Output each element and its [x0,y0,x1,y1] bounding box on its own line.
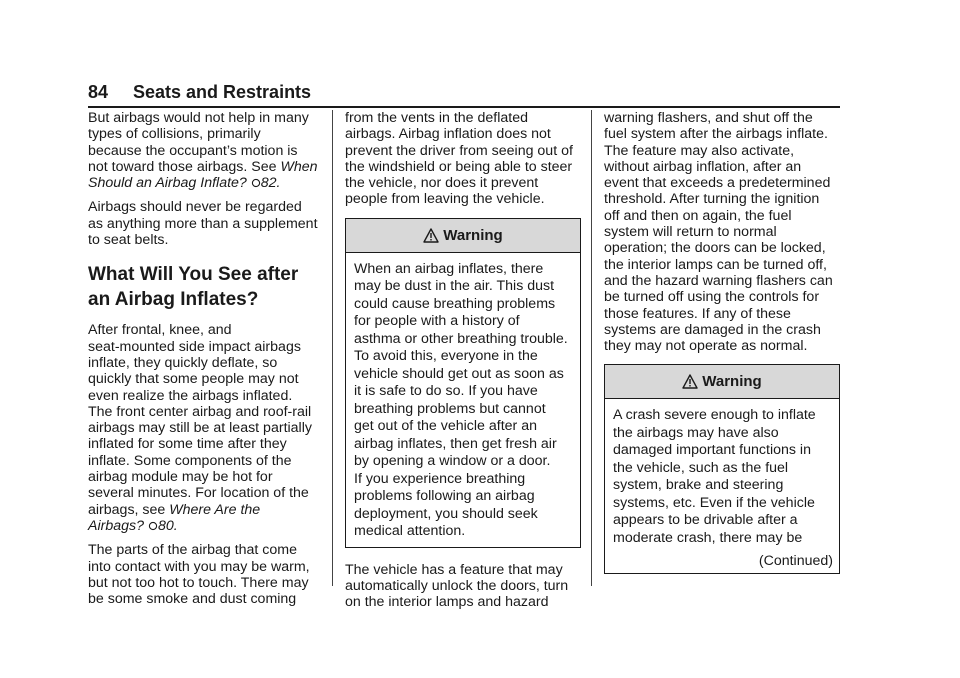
text-line: seat-mounted side impact airbags [88,338,301,355]
text-line: The front center airbag and roof-rail [88,403,312,420]
warning-box [604,364,840,574]
text-line: automatically unlock the doors, turn [345,578,569,595]
text-line: systems are damaged in the crash [604,321,821,338]
column-2 [345,110,581,619]
text-line: people from leaving the vehicle. [345,191,545,208]
text-line: warning flashers, and shut off the [604,110,813,126]
column-1 [88,110,324,615]
text-line: types of collisions, primarily [88,126,261,143]
text-line: the interior lamps can be turned off, [604,256,827,273]
column-divider [591,110,592,586]
text-line: be turned off using the controls for [604,289,820,306]
warning-header [346,219,580,253]
text-line: not toward those airbags. See When [88,158,318,175]
text-line: because the occupant’s motion is [88,142,298,159]
text-line: but not too hot to touch. There may [88,574,309,591]
text-line: But airbags would not help in many [88,110,309,126]
text-line: airbags, see Where Are the [88,501,261,518]
text-line: even realize the airbags inflated. [88,387,293,404]
text-line: those features. If any of these [604,305,791,322]
text-line: they may not operate as normal. [604,338,808,355]
text-line: on the interior lamps and hazard [345,594,549,611]
warning-title: Warning [443,226,503,244]
text-line: without airbag inflation, after an [604,158,802,175]
cross-reference-link[interactable]: Where Are the [169,501,261,518]
text-line: airbag module may be hot for [88,469,273,486]
text-line: airbags. Airbag inflation does not [345,126,551,143]
text-line: inflate. Some components of the [88,452,292,469]
text-line: Should an Airbag Inflate? 82. [88,175,281,192]
page-reference[interactable]: 82 [260,175,277,192]
page-header [88,82,840,108]
column-3 [604,110,840,588]
page-ref-arrow-icon [251,178,261,188]
text-line: airbags may still be at least partially [88,420,312,437]
text-line: the windshield or being able to steer [345,158,573,175]
text-line: The parts of the airbag that come [88,542,297,559]
section-title: Seats and Restraints [133,82,312,102]
text-line: fuel system after the airbags inflate. [604,126,828,143]
cross-reference-link[interactable]: Airbags? [88,517,144,534]
text-line: The vehicle has a feature that may [345,561,563,578]
text-line: system will return to normal [604,224,777,241]
section-heading: What Will You See after an Airbag Inflates? [88,264,299,311]
text-line: threshold. After turning the ignition [604,191,820,208]
text-line: as anything more than a supplement [88,215,318,232]
warning-box [345,218,581,548]
text-line: After frontal, knee, and [88,322,232,339]
warning-body: When an airbag inflates, there may be dust in the air. This dust could cause breathing problems for people with a history of asthma or other breathing trouble. To avoid this, everyone in the vehicle should get out as soon as it is safe to do so. If you have breathing problems but cannot get out of the vehicle after an airbag inflates, then get fresh air by opening a window or a door. If you experience breathing problems following an airbag deployment, you should seek medical attention. [354,260,568,540]
text-line: off and then on again, the fuel [604,207,792,224]
text-line: several minutes. For location of the [88,485,309,502]
text-line: quickly that some people may not [88,371,299,388]
paragraph [604,110,840,354]
text-line: prevent the driver from seeing out of [345,142,573,159]
column-divider [332,110,333,586]
page-number: 84 [88,82,109,102]
text-line: event that exceeds a predetermined [604,175,831,192]
paragraph [88,199,324,248]
text-line: the vehicle, nor does it prevent [345,175,539,192]
text-line: operation; the doors can be locked, [604,240,826,257]
warning-body: A crash severe enough to inflate the airbags may have also damaged important functions in the vehicle, such as the fuel system, brake and steering systems, etc. Even if the vehicle appears to be drivable after a moderate crash, there may be [613,407,816,546]
page-reference[interactable]: 80 [157,517,174,534]
text-line: into contact with you may be warm, [88,558,310,575]
text-line: Airbags should never be regarded [88,199,302,216]
text-line: inflated for some time after they [88,436,287,453]
warning-title: Warning [702,373,762,391]
cross-reference-link[interactable]: Should an Airbag Inflate? [88,175,247,192]
text-line: be some smoke and dust coming [88,591,297,608]
paragraph [88,542,324,607]
text-line: and the hazard warning flashers can [604,272,833,289]
text-line: inflate, they quickly deflate, so [88,354,278,371]
paragraph [88,322,324,534]
text-line: Airbags? 80. [88,517,178,534]
paragraph [88,110,324,191]
paragraph [345,110,581,208]
paragraph [345,562,581,611]
cross-reference-link[interactable]: When [280,158,318,175]
warning-triangle-icon [682,374,698,389]
warning-triangle-icon [423,228,439,243]
continued-label: (Continued) [758,553,833,570]
page-ref-arrow-icon [148,521,158,531]
text-line: to seat belts. [88,232,169,249]
warning-header [605,365,839,399]
text-line: from the vents in the deflated [345,110,528,126]
text-line: The feature may also activate, [604,142,795,159]
